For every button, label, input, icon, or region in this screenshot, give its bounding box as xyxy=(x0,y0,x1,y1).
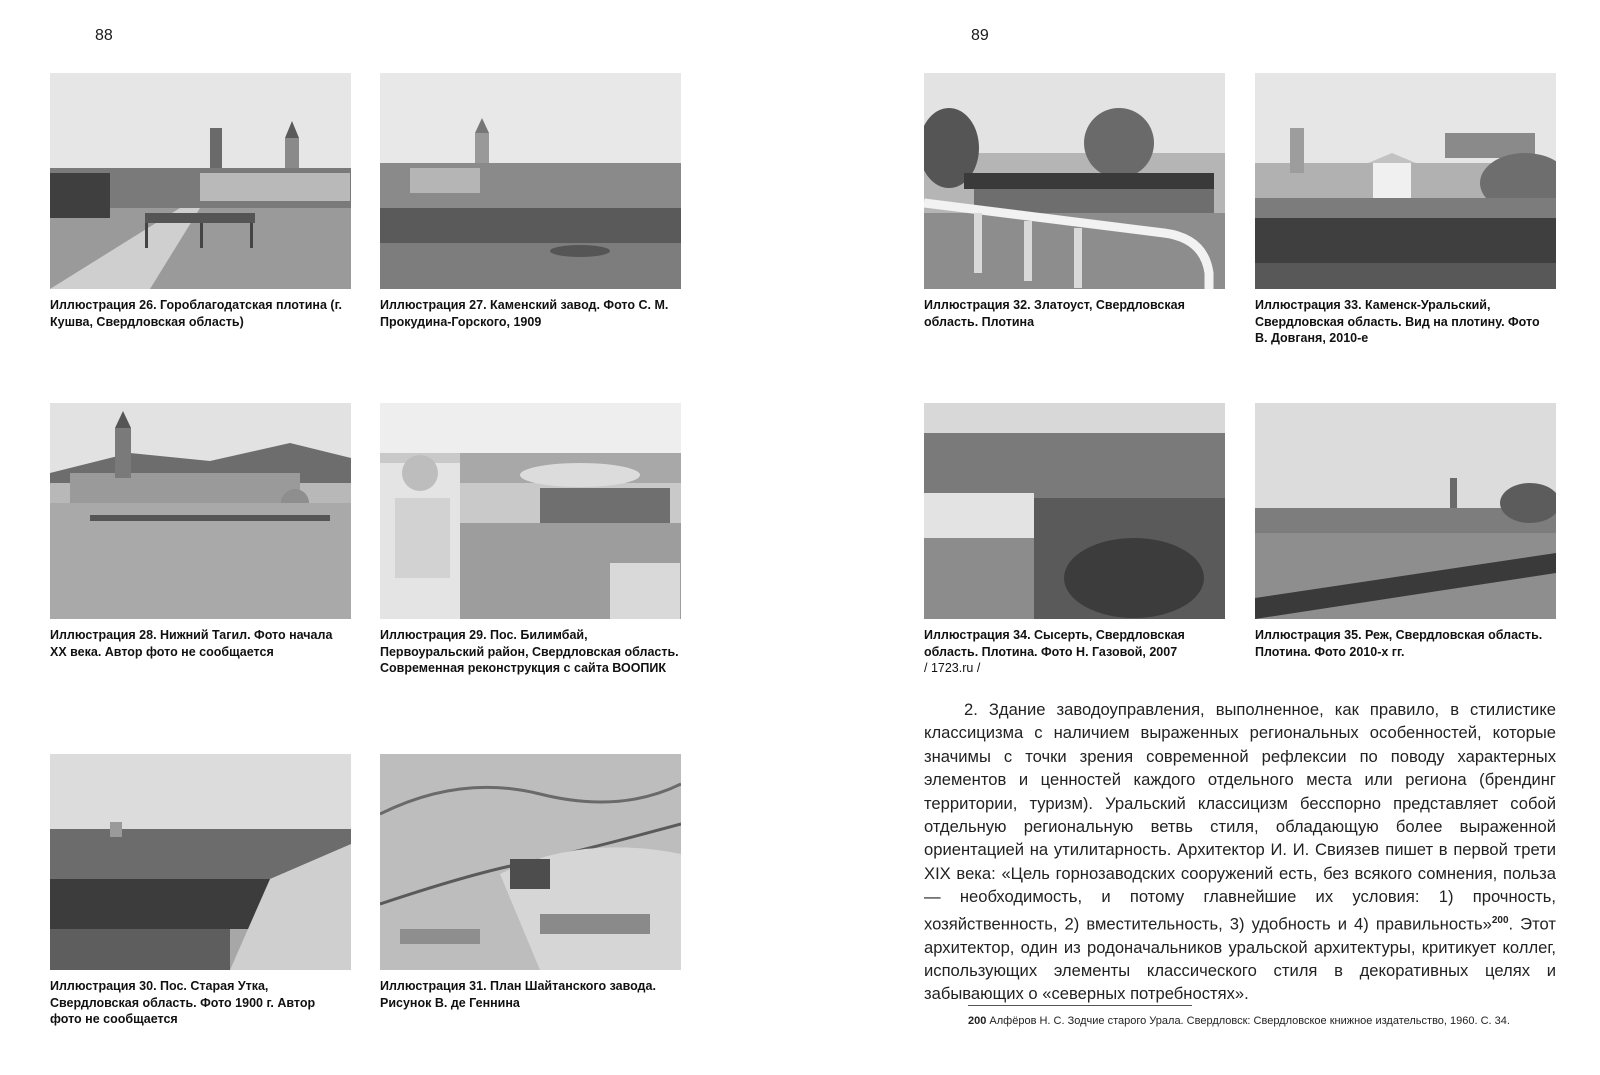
illustration-35-photo xyxy=(1255,403,1556,619)
illustration-33-caption: Иллюстрация 33. Каменск-Уральский, Свердловская область. Вид на плотину. Фото В. Довганя, 2010-е xyxy=(1255,298,1540,345)
illustration-29-caption: Иллюстрация 29. Пос. Билимбай, Первоуральский район, Свердловская область. Современная реконструкция с сайта ВООПИК xyxy=(380,628,679,675)
footnote xyxy=(968,1015,1510,1027)
page-number-left: 88 xyxy=(95,27,113,44)
illustration-31-caption: Иллюстрация 31. План Шайтанского завода. Рисунок В. де Геннина xyxy=(380,979,656,1010)
page-number-right: 89 xyxy=(971,27,989,44)
illustration-28-photo xyxy=(50,403,351,619)
illustration-32-photo xyxy=(924,73,1225,289)
illustration-35-caption: Иллюстрация 35. Реж, Свердловская область. Плотина. Фото 2010-х гг. xyxy=(1255,628,1543,659)
body-text-after: . Этот архитектор, один из родоначальников уральской архитектуры, критикует коллег, использующих элементы классического стиля в декоративных целях и забывающих о «северных потребностях». xyxy=(924,914,1556,1004)
body-text xyxy=(924,698,1556,1006)
body-text-main: 2. Здание заводоуправления, выполненное, как правило, в стилистике классицизма с наличием выраженных региональных особенностей, которые значимы с точки зрения современной рефлексии по поводу характерных элементов и ценностей каждого отдельного места или региона (брендинг территории, туризм). Уральский классицизм бесспорно представляет собой отдельную региональную ветвь стиля, обладающую более выраженной ориентацией на утилитарность. Архитектор И. И. Свиязев пишет в первой трети XIX века: «Цель горнозаводских сооружений есть, без всякого сомнения, польза — необходимость, и потому главнейшие их условия: 1) прочность, хозяйственность, 2) вместительность, 3) удобность и 4) правильность» xyxy=(924,700,1556,934)
illustration-27-caption: Иллюстрация 27. Каменский завод. Фото С. М. Прокудина-Горского, 1909 xyxy=(380,298,669,329)
body-paragraph xyxy=(924,698,1556,1006)
illustration-34-caption xyxy=(924,627,1224,677)
illustration-31-photo xyxy=(380,754,681,970)
illustration-29-photo xyxy=(380,403,681,619)
illustration-32-caption: Иллюстрация 32. Златоуст, Свердловская область. Плотина xyxy=(924,298,1185,329)
illustration-28-caption: Иллюстрация 28. Нижний Тагил. Фото начала XX века. Автор фото не сообщается xyxy=(50,628,333,659)
illustration-30-photo xyxy=(50,754,351,970)
footnote-ref: 200 xyxy=(1491,914,1509,926)
footnote-divider xyxy=(968,1005,1192,1006)
illustration-34-caption-text: Иллюстрация 34. Сысерть, Свердловская область. Плотина. Фото Н. Газовой, 2007 xyxy=(924,628,1185,659)
illustration-27-photo xyxy=(380,73,681,289)
illustration-30-caption: Иллюстрация 30. Пос. Старая Утка, Свердловская область. Фото 1900 г. Автор фото не сообщается xyxy=(50,979,316,1026)
illustration-34-photo xyxy=(924,403,1225,619)
illustration-26-photo xyxy=(50,73,351,289)
footnote-text: Алфёров Н. С. Зодчие старого Урала. Свердловск: Свердловское книжное издательство, 1960. С. 34. xyxy=(989,1015,1510,1027)
illustration-26-caption: Иллюстрация 26. Гороблагодатская плотина (г. Кушва, Свердловская область) xyxy=(50,298,342,329)
illustration-33-photo xyxy=(1255,73,1556,289)
footnote-number: 200 xyxy=(968,1015,987,1027)
illustration-34-source: / 1723.ru / xyxy=(924,661,981,675)
